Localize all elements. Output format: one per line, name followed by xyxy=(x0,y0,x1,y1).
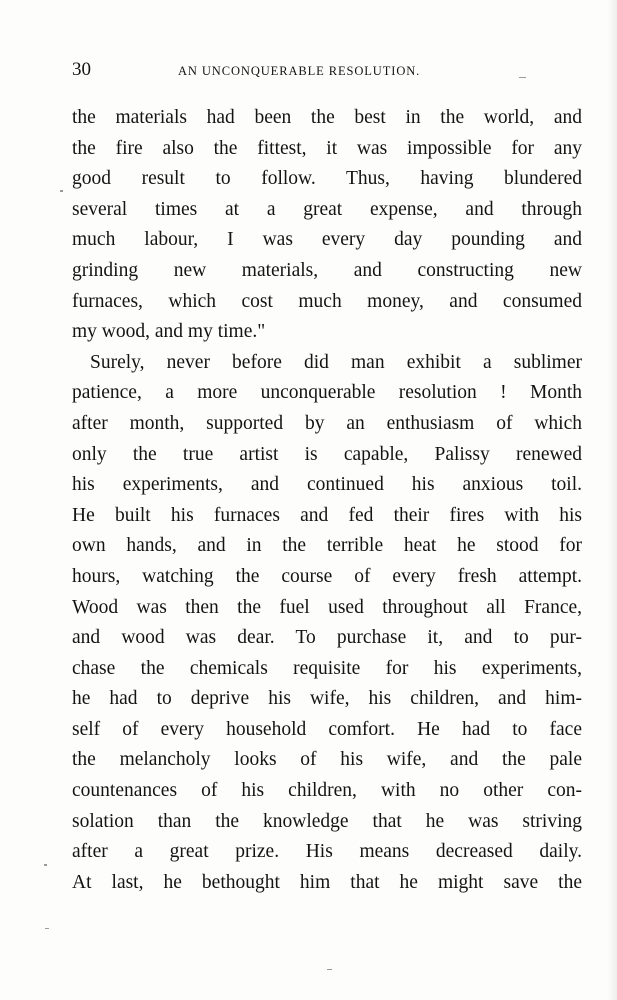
text-line: chase the chemicals requisite for his experiments, xyxy=(72,657,582,679)
text-line: Wood was then the fuel used throughout all France, xyxy=(72,596,582,618)
text-line: furnaces, which cost much money, and consumed xyxy=(72,290,582,312)
text-line: self of every household comfort. He had to face xyxy=(72,718,582,740)
text-line: hours, watching the course of every fresh attempt. xyxy=(72,565,582,587)
paper-speck xyxy=(45,928,49,929)
text-line: solation than the knowledge that he was striving xyxy=(72,810,582,832)
text-line: my wood, and my time." xyxy=(72,321,266,343)
text-line: good result to follow. Thus, having blundered xyxy=(72,168,582,190)
text-line: after a great prize. His means decreased daily. xyxy=(72,841,582,863)
paragraph-first-line: Surely, never before did man exhibit a sublimer xyxy=(90,351,582,373)
text-line: and wood was dear. To purchase it, and to pur- xyxy=(72,627,582,649)
text-line: after month, supported by an enthusiasm of which xyxy=(72,412,582,434)
page-header xyxy=(72,59,577,87)
page-edge-shadow xyxy=(607,0,617,1000)
text-line: countenances of his children, with no other con- xyxy=(72,780,582,802)
text-line: his experiments, and continued his anxious toil. xyxy=(72,474,582,496)
text-line: he had to deprive his wife, his children, and him- xyxy=(72,688,582,710)
text-line: several times at a great expense, and through xyxy=(72,198,582,220)
text-line: the fire also the fittest, it was impossible for any xyxy=(72,137,582,159)
text-line: He built his furnaces and fed their fires with his xyxy=(72,504,582,526)
text-line: only the true artist is capable, Palissy renewed xyxy=(72,443,582,465)
paper-speck xyxy=(519,77,526,78)
page-number: 30 xyxy=(72,59,91,80)
text-line: much labour, I was every day pounding and xyxy=(72,229,582,251)
running-title: AN UNCONQUERABLE RESOLUTION. xyxy=(178,64,421,78)
paper-speck xyxy=(44,864,47,866)
text-line: the materials had been the best in the world, and xyxy=(72,107,582,128)
text-line: At last, he bethought him that he might save the xyxy=(72,871,582,893)
paper-speck xyxy=(327,969,332,970)
text-line: grinding new materials, and constructing new xyxy=(72,259,582,281)
text-line: patience, a more unconquerable resolution ! Month xyxy=(72,382,582,404)
text-line: own hands, and in the terrible heat he stood for xyxy=(72,535,582,557)
text-line: the melancholy looks of his wife, and the pale xyxy=(72,749,582,771)
paper-speck xyxy=(60,190,63,192)
body-text xyxy=(72,103,582,898)
